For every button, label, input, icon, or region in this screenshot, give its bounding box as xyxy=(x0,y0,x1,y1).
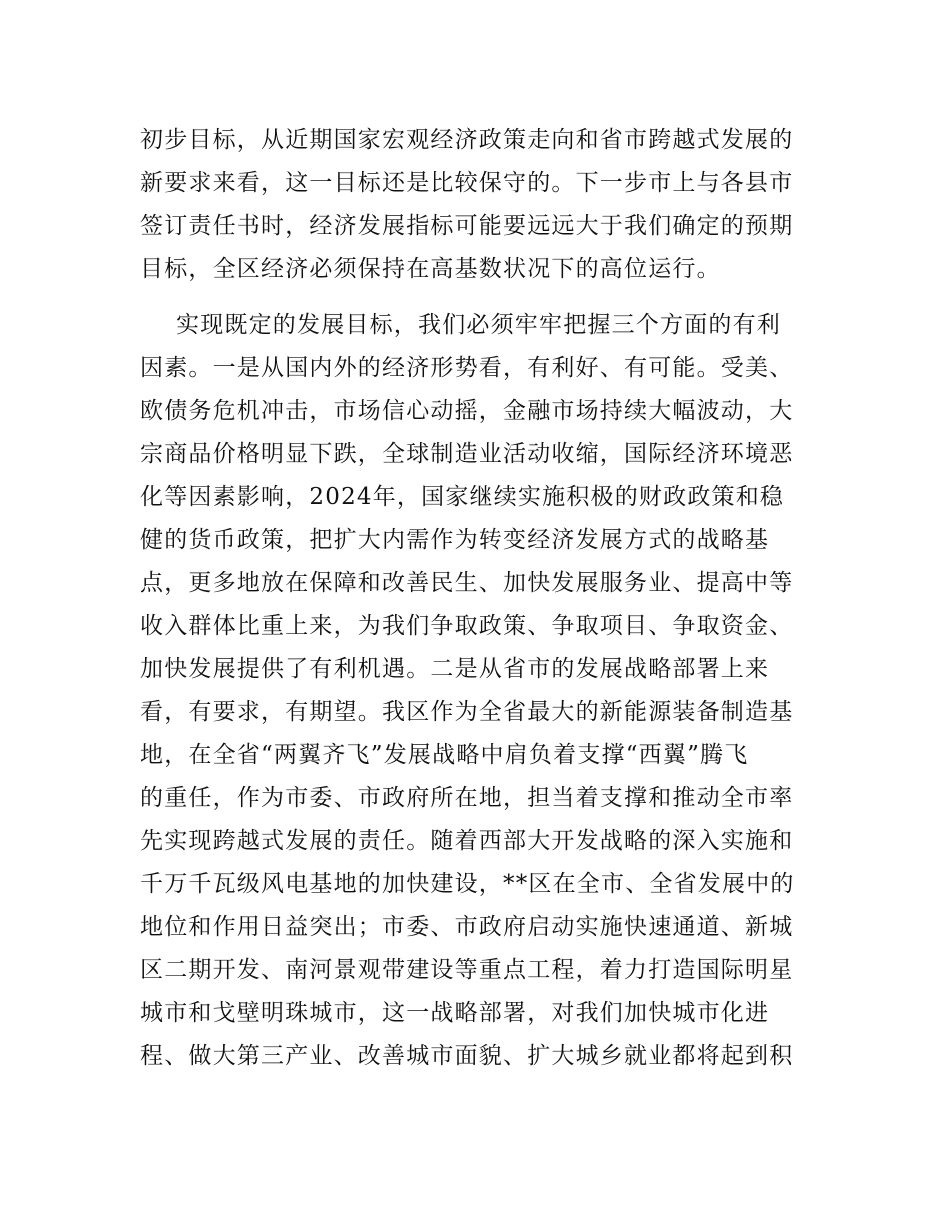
text-line: 先实现跨越式发展的责任。随着西部大开发战略的深入实施和 xyxy=(140,828,794,854)
text-line: 的重任，作为市委、市政府所在地，担当着支撑和推动全市率 xyxy=(140,785,794,811)
text-line: 健的货币政策，把扩大内需作为转变经济发展方式的战略基 xyxy=(140,527,770,553)
text-line: 点，更多地放在保障和改善民生、加快发展服务业、提高中等 xyxy=(140,570,794,596)
paragraph-first-line: 实现既定的发展目标，我们必须牢牢把握三个方面的有利 xyxy=(176,312,781,338)
text-line: 签订责任书时，经济发展指标可能要远远大于我们确定的预期 xyxy=(140,213,794,239)
text-line: 收入群体比重上来，为我们争取政策、争取项目、争取资金、 xyxy=(140,613,794,639)
text-line: 程、做大第三产业、改善城市面貌、扩大城乡就业都将起到积 xyxy=(140,1043,794,1069)
text-line: 地位和作用日益突出；市委、市政府启动实施快速通道、新城 xyxy=(140,914,794,940)
text-line: 宗商品价格明显下跌，全球制造业活动收缩，国际经济环境恶 xyxy=(140,441,794,467)
text-line: 千万千瓦级风电基地的加快建设，**区在全市、全省发展中的 xyxy=(140,871,795,897)
text-line: 初步目标，从近期国家宏观经济政策走向和省市跨越式发展的 xyxy=(140,127,794,153)
text-line: 区二期开发、南河景观带建设等重点工程，着力打造国际明星 xyxy=(140,957,794,983)
text-line: 因素。一是从国内外的经济形势看，有利好、有可能。受美、 xyxy=(140,355,794,381)
text-line: 化等因素影响，2024年，国家继续实施积极的财政政策和稳 xyxy=(140,484,785,510)
text-line: 地，在全省“两翼齐飞”发展战略中肩负着支撑“西翼”腾飞 xyxy=(140,742,749,768)
text-line: 加快发展提供了有利机遇。二是从省市的发展战略部署上来 xyxy=(140,656,770,682)
text-line: 城市和戈壁明珠城市，这一战略部署，对我们加快城市化进 xyxy=(140,1000,770,1026)
text-line: 看，有要求，有期望。我区作为全省最大的新能源装备制造基 xyxy=(140,699,794,725)
text-line: 目标，全区经济必须保持在高基数状况下的高位运行。 xyxy=(140,256,721,282)
text-line: 欧债务危机冲击，市场信心动摇，金融市场持续大幅波动，大 xyxy=(140,398,794,424)
text-line: 新要求来看，这一目标还是比较保守的。下一步市上与各县市 xyxy=(140,170,794,196)
